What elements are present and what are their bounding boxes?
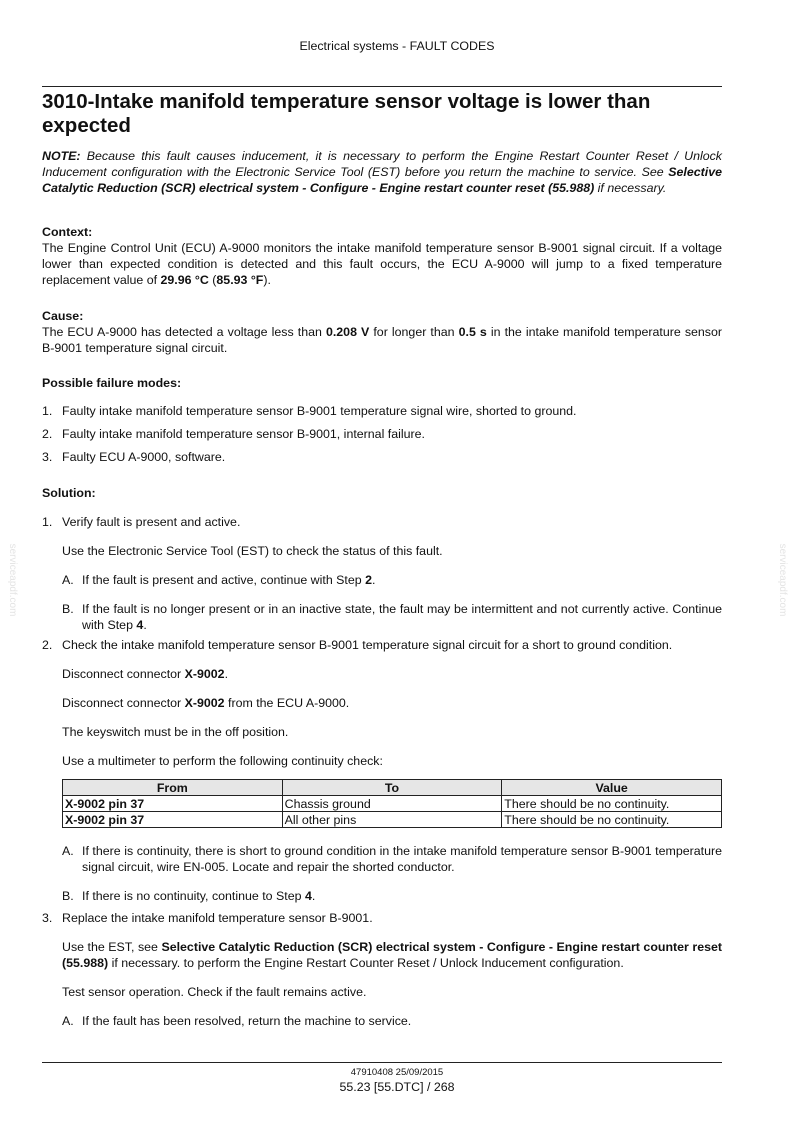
step-2-disconnect-1: Disconnect connector X-9002. <box>62 667 229 681</box>
note-reference: Selective Catalytic Reduction (SCR) electrical system - Configure - Engine restart counter reset (55.988) <box>42 165 722 195</box>
continuity-table <box>62 779 722 828</box>
step-1-instruction: Use the Electronic Service Tool (EST) to check the status of this fault. <box>62 544 443 558</box>
step-2-option-b: B. If there is no continuity, continue to Step 4. <box>62 889 316 903</box>
failure-mode-item: 1. Faulty intake manifold temperature sensor B-9001 temperature signal wire, shorted to ground. <box>42 404 577 418</box>
step-1-option-b: B. If the fault is no longer present or in an inactive state, the fault may be intermittent and not currently active. Continue with Step 4. <box>62 602 722 632</box>
step-2-option-a: A. If there is continuity, there is short to ground condition in the intake manifold temperature sensor B-9001 temperature signal circuit, wire EN-005. Locate and repair the shorted conductor. <box>62 844 722 874</box>
footer-rule <box>42 1062 722 1063</box>
footer-doc-code: 47910408 25/09/2015 <box>350 1067 444 1078</box>
table-row <box>63 812 722 828</box>
failure-mode-item: 2. Faulty intake manifold temperature sensor B-9001, internal failure. <box>42 427 425 441</box>
solution-step-1: 1. Verify fault is present and active. <box>42 515 241 529</box>
column-header-to: To <box>282 780 502 796</box>
note-paragraph: NOTE: Because this fault causes inducement, it is necessary to perform the Engine Restart Counter Reset / Unlock Inducement configuration with the Electronic Service Tool (EST) before you return the machine to service. See Selective Catalytic Reduction (SCR) electrical system - Configure - Engine restart counter reset (55.988) if necessary. <box>42 149 722 195</box>
document-body <box>42 148 722 1029</box>
note-label: NOTE: <box>42 149 81 163</box>
page-title: 3010-Intake manifold temperature sensor voltage is lower than expected <box>42 90 651 137</box>
solution-step-3: 3. Replace the intake manifold temperature sensor B-9001. <box>42 911 373 925</box>
step-3-test: Test sensor operation. Check if the fault remains active. <box>62 985 367 999</box>
footer-page-ref: 55.23 [55.DTC] / 268 <box>339 1080 455 1094</box>
step-1-option-a: A. If the fault is present and active, continue with Step 2. <box>62 573 376 587</box>
failure-modes-heading: Possible failure modes: <box>42 376 182 390</box>
step-2-keyswitch: The keyswitch must be in the off position. <box>62 725 289 739</box>
context-paragraph: The Engine Control Unit (ECU) A-9000 monitors the intake manifold temperature sensor B-9001 signal circuit. If a voltage lower than expected condition is detected and this fault occurs, the ECU A-9000 will jump to a fixed temperature replacement value of 29.96 °C (85.93 °F). <box>42 241 722 287</box>
step-3-reference: Selective Catalytic Reduction (SCR) electrical system - Configure - Engine restart counter reset (55.988) <box>62 940 722 970</box>
table-header-row <box>63 780 722 796</box>
cell-to: All other pins <box>282 812 502 828</box>
running-header: Electrical systems - FAULT CODES <box>299 39 495 53</box>
cause-heading: Cause: <box>42 309 84 323</box>
step-2-disconnect-2: Disconnect connector X-9002 from the ECU A-9000. <box>62 696 350 710</box>
cell-from: X-9002 pin 37 <box>63 796 283 812</box>
solution-heading: Solution: <box>42 486 96 500</box>
context-heading: Context: <box>42 225 93 239</box>
watermark-right: serviceapdf.com <box>777 543 788 617</box>
step-2-multimeter: Use a multimeter to perform the following continuity check: <box>62 754 383 768</box>
table-row <box>63 796 722 812</box>
cell-value: There should be no continuity. <box>502 812 722 828</box>
header-rule <box>42 86 722 87</box>
solution-step-2: 2. Check the intake manifold temperature sensor B-9001 temperature signal circuit for a short to ground condition. <box>42 638 673 652</box>
cell-from: X-9002 pin 37 <box>63 812 283 828</box>
watermark-left: serviceapdf.com <box>7 543 18 617</box>
column-header-value: Value <box>502 780 722 796</box>
step-3-est-instruction: Use the EST, see Selective Catalytic Reduction (SCR) electrical system - Configure - Engine restart counter reset (55.988) if necessary. to perform the Engine Restart Counter Reset / Unlock Inducement configuration. <box>62 940 722 970</box>
cause-paragraph: The ECU A-9000 has detected a voltage less than 0.208 V for longer than 0.5 s in the intake manifold temperature sensor B-9001 temperature signal circuit. <box>42 325 723 355</box>
step-3-option-a: A. If the fault has been resolved, return the machine to service. <box>62 1014 412 1028</box>
failure-mode-item: 3. Faulty ECU A-9000, software. <box>42 450 226 464</box>
column-header-from: From <box>63 780 283 796</box>
cell-value: There should be no continuity. <box>502 796 722 812</box>
cell-to: Chassis ground <box>282 796 502 812</box>
